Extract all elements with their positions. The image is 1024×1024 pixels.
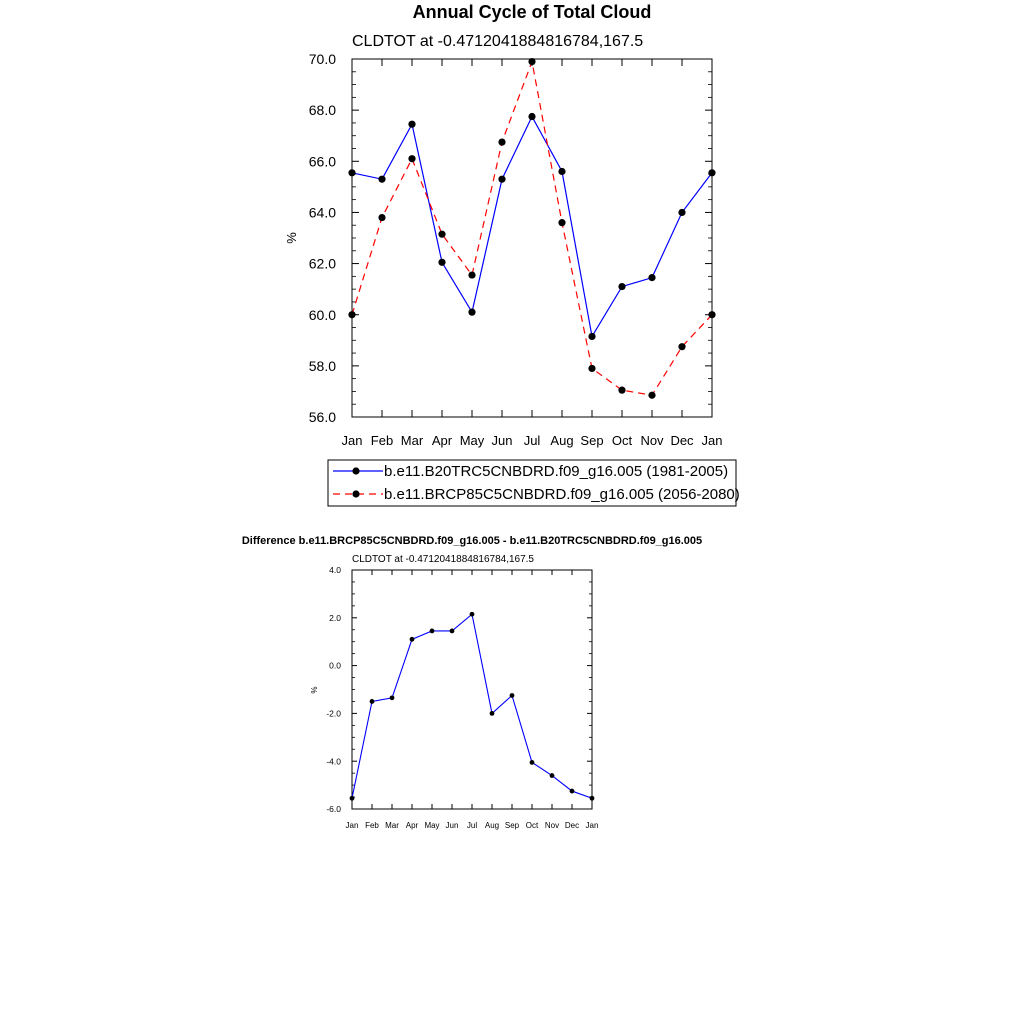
series-1-point [378, 176, 385, 183]
series-2-point [528, 58, 535, 65]
y-tick-label: 68.0 [308, 102, 336, 119]
legend-marker-future [352, 490, 359, 497]
y-axis-label: % [284, 232, 299, 244]
chart-title: Annual Cycle of Total Cloud [412, 2, 652, 22]
difference-x-tick-label: Jul [466, 821, 478, 830]
legend [328, 460, 740, 506]
y-tick-label: 62.0 [308, 255, 336, 272]
difference-x-tick-label: May [424, 821, 440, 830]
x-tick-label: Feb [370, 433, 394, 448]
difference-series-1-point [490, 711, 495, 716]
series-2-point [438, 231, 445, 238]
chart-subtitle: CLDTOT at -0.4712041884816784,167.5 [352, 33, 644, 50]
difference-y-axis-label: % [310, 686, 319, 694]
difference-x-tick-label: Sep [504, 821, 520, 830]
series-1-point [408, 121, 415, 128]
series-1-point [468, 309, 475, 316]
legend-marker-current [352, 467, 359, 474]
series-1-point [438, 259, 445, 266]
difference-x-tick-label: Feb [365, 821, 379, 830]
x-tick-label: Nov [640, 433, 664, 448]
difference-y-tick-label: 0.0 [329, 660, 341, 671]
difference-x-tick-label: Apr [405, 821, 419, 830]
series-1-point [618, 283, 625, 290]
y-tick-label: 56.0 [308, 409, 336, 426]
legend-label-current: b.e11.B20TRC5CNBDRD.f09_g16.005 (1981-2005) [384, 463, 729, 480]
difference-x-tick-label: Jun [445, 821, 459, 830]
series-2-point [618, 387, 625, 394]
series-2-point [558, 219, 565, 226]
x-tick-label: Jul [523, 433, 541, 448]
x-tick-label: Jun [491, 433, 513, 448]
difference-series-1-point [470, 612, 475, 617]
x-tick-label: Apr [431, 433, 453, 448]
difference-series-1-point [450, 629, 455, 634]
difference-x-tick-label: Nov [544, 821, 560, 830]
difference-series-1-point [570, 789, 575, 794]
difference-x-tick-label: Mar [385, 821, 399, 830]
series-1-point [708, 169, 715, 176]
series-1-point [648, 274, 655, 281]
y-tick-label: 66.0 [308, 153, 336, 170]
series-1-point [588, 333, 595, 340]
difference-y-tick-label: 4.0 [329, 565, 341, 576]
legend-entry-future [333, 486, 740, 503]
series-1-point [498, 176, 505, 183]
difference-y-tick-label: -2.0 [326, 708, 341, 719]
y-tick-label: 64.0 [308, 204, 336, 221]
difference-x-tick-label: Dec [564, 821, 580, 830]
difference-y-tick-label: -4.0 [326, 756, 341, 767]
series-2-point [378, 214, 385, 221]
series-1-point [558, 168, 565, 175]
x-tick-label: May [459, 433, 485, 448]
difference-title: Difference b.e11.BRCP85C5CNBDRD.f09_g16.005 - b.e11.B20TRC5CNBDRD.f09_g16.005 [241, 535, 703, 547]
difference-series-1-point [370, 699, 375, 704]
difference-series-1-point [390, 695, 395, 700]
series-2-point [648, 392, 655, 399]
difference-series-1-point [510, 693, 515, 698]
difference-series-1-point [550, 773, 555, 778]
series-2-point [678, 343, 685, 350]
x-tick-label: Jan [341, 433, 363, 448]
x-tick-label: Dec [670, 433, 694, 448]
difference-series-1-point [530, 760, 535, 765]
series-2-point [588, 365, 595, 372]
difference-series-1-point [430, 629, 435, 634]
y-tick-label: 70.0 [308, 51, 336, 68]
legend-entry-current [333, 463, 728, 480]
x-tick-label: Oct [611, 433, 633, 448]
difference-x-tick-label: Jan [345, 821, 359, 830]
difference-x-tick-label: Aug [484, 821, 500, 830]
y-tick-label: 60.0 [308, 306, 336, 323]
difference-subtitle: CLDTOT at -0.4712041884816784,167.5 [352, 554, 534, 565]
difference-series-1-point [410, 637, 415, 642]
difference-y-tick-label: 2.0 [329, 612, 341, 623]
difference-series-1-point [590, 796, 595, 801]
series-2-point [708, 311, 715, 318]
x-tick-label: Jan [701, 433, 723, 448]
series-2-point [468, 271, 475, 278]
series-1-point [678, 209, 685, 216]
series-2-point [498, 139, 505, 146]
series-2-point [348, 311, 355, 318]
difference-x-tick-label: Jan [585, 821, 599, 830]
difference-x-tick-label: Oct [525, 821, 539, 830]
difference-series-1-point [350, 796, 355, 801]
x-tick-label: Sep [580, 433, 604, 448]
series-2-point [408, 155, 415, 162]
difference-y-tick-label: -6.0 [326, 804, 341, 815]
x-tick-label: Mar [400, 433, 424, 448]
x-tick-label: Aug [550, 433, 574, 448]
series-1-point [528, 113, 535, 120]
y-tick-label: 58.0 [308, 357, 336, 374]
legend-label-future: b.e11.BRCP85C5CNBDRD.f09_g16.005 (2056-2080) [384, 486, 740, 503]
series-1-point [348, 169, 355, 176]
